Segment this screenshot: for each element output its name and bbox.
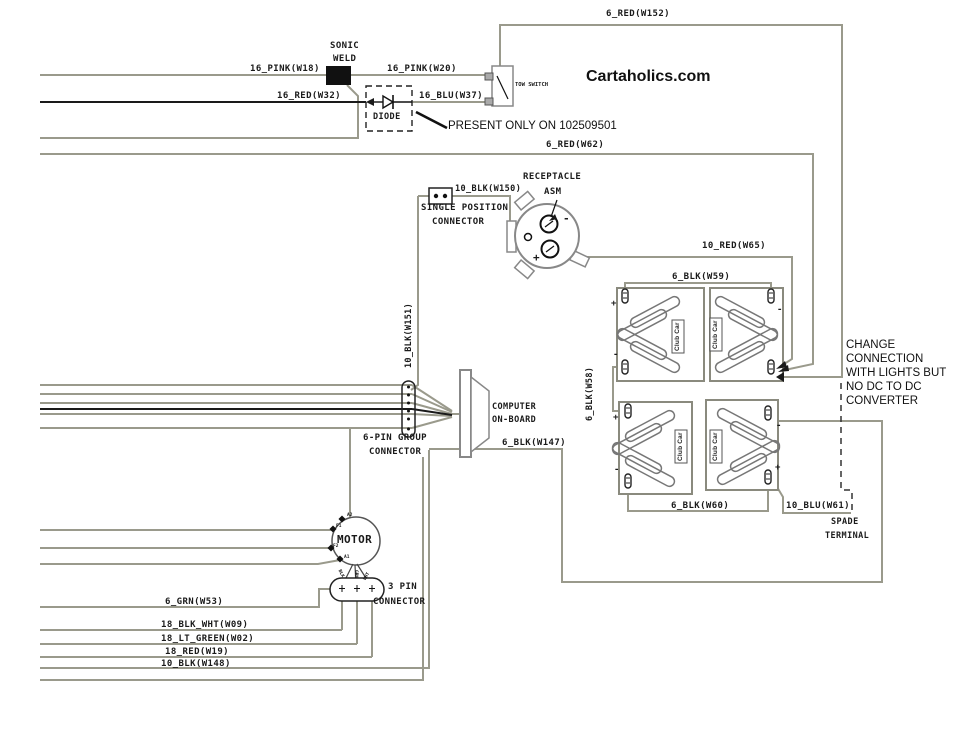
change-note-line-3: WITH LIGHTS BUT	[846, 367, 947, 379]
change-note-line-2: CONNECTION	[846, 353, 924, 365]
motor-wire-tag-blk: BLK	[336, 569, 345, 579]
wire-label-w62: 6_RED(W62)	[546, 140, 605, 150]
single-position-label-2: CONNECTOR	[432, 217, 485, 227]
diode-symbol	[366, 86, 412, 131]
watermark: Cartaholics.com	[586, 68, 711, 85]
wire-label-w152: 6_RED(W152)	[606, 9, 671, 19]
spade-terminal-label-2: TERMINAL	[825, 531, 870, 541]
computer-connector-symbol	[460, 370, 489, 457]
wire-label-w20: 16_PINK(W20)	[387, 64, 457, 74]
receptacle-label-2: ASM	[544, 187, 562, 197]
tow-switch-symbol	[485, 66, 513, 106]
diode-label: DIODE	[373, 112, 401, 122]
sonic-weld-block	[326, 66, 351, 85]
six-pin-label-1: 6-PIN GROUP	[363, 433, 428, 443]
battery-top-left	[616, 288, 704, 381]
wire-label-w32: 16_RED(W32)	[277, 91, 342, 101]
spade-terminal-label-1: SPADE	[831, 517, 859, 527]
computer-label-1: COMPUTER	[492, 402, 537, 412]
wire-label-w19: 18_RED(W19)	[165, 647, 230, 657]
battery-brand-2: Club Car	[712, 320, 719, 349]
single-position-connector-symbol	[429, 188, 452, 204]
motor-wire-tag-wht: WHT	[363, 571, 372, 582]
polarity-minus: -	[777, 305, 783, 315]
wire-label-w18: 16_PINK(W18)	[250, 64, 320, 74]
black-wires	[40, 102, 452, 415]
wire-label-w151: 10_BLK(W151)	[404, 302, 414, 368]
wire-label-w65: 10_RED(W65)	[702, 241, 767, 251]
polarity-plus: +	[533, 251, 540, 264]
motor-terminal-a1: A1	[344, 555, 350, 560]
six-pin-label-2: CONNECTOR	[369, 447, 422, 457]
wire-label-w58: 6_BLK(W58)	[585, 366, 595, 421]
polarity-plus: +	[611, 299, 617, 309]
wire-label-w02: 18_LT_GREEN(W02)	[161, 634, 255, 644]
three-pin-label-2: CONNECTOR	[373, 597, 426, 607]
polarity-minus: -	[563, 212, 570, 225]
change-note-line-5: CONVERTER	[846, 395, 918, 407]
polarity-plus: +	[775, 463, 781, 473]
present-only-note: PRESENT ONLY ON 102509501	[448, 120, 617, 132]
receptacle-symbol	[507, 191, 589, 278]
wire-label-w59: 6_BLK(W59)	[672, 272, 731, 282]
note-pointer-line	[416, 112, 447, 128]
wire-label-w09: 18_BLK_WHT(W09)	[161, 620, 249, 630]
polarity-plus: +	[613, 413, 619, 423]
motor-label: MOTOR	[337, 533, 373, 546]
wire-label-w60: 6_BLK(W60)	[671, 501, 730, 511]
motor-terminal-a2: A2	[347, 513, 353, 518]
single-position-label-1: SINGLE POSITION	[421, 203, 509, 213]
sonic-weld-label-2: WELD	[333, 54, 357, 64]
wire-label-w148: 10_BLK(W148)	[161, 659, 231, 669]
wire-label-w150: 10_BLK(W150)	[455, 184, 522, 194]
battery-brand-3: Club Car	[677, 432, 684, 461]
three-pin-label-1: 3 PIN	[388, 582, 418, 592]
wire-label-w61: 10_BLU(W61)	[786, 501, 851, 511]
wire-label-w53: 6_GRN(W53)	[165, 597, 224, 607]
polarity-minus: -	[776, 421, 782, 431]
battery-brand-1: Club Car	[674, 322, 681, 351]
polarity-minus: -	[614, 465, 620, 475]
battery-brand-4: Club Car	[712, 432, 719, 461]
wire-label-w37: 16_BLU(W37)	[419, 91, 484, 101]
receptacle-label-1: RECEPTACLE	[523, 172, 582, 182]
sonic-weld-label-1: SONIC	[330, 41, 360, 51]
change-note-line-4: NO DC TO DC	[846, 381, 922, 393]
polarity-minus: -	[613, 350, 619, 360]
motor-terminal-f1: F1	[336, 524, 342, 529]
change-note-line-1: CHANGE	[846, 339, 896, 351]
motor-wire-tag-grn: GRN	[353, 570, 358, 579]
motor-terminal-f2: F2	[333, 544, 339, 549]
computer-label-2: ON-BOARD	[492, 415, 537, 425]
wire-label-w147: 6_BLK(W147)	[502, 438, 567, 448]
tow-switch-label: TOW SWITCH	[515, 82, 549, 88]
